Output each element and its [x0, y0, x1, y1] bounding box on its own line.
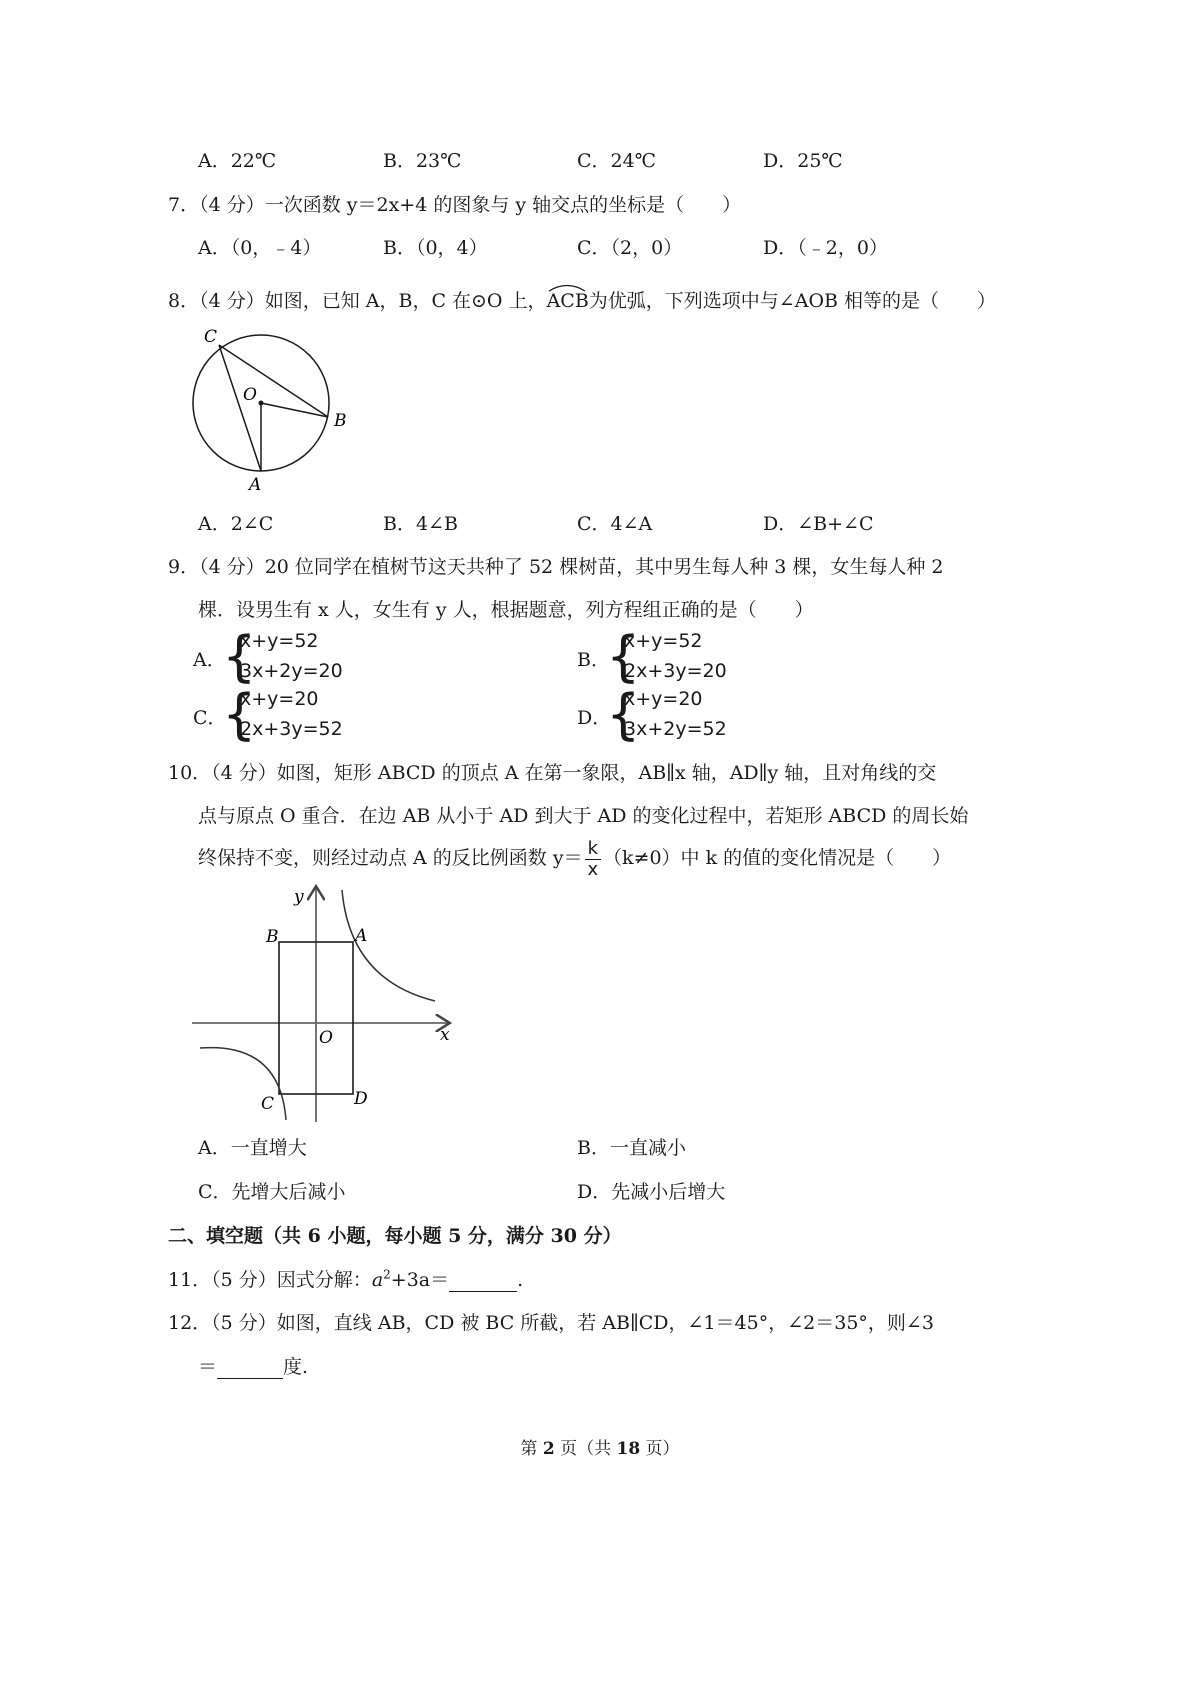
q12-line2-prefix: ＝	[198, 1356, 218, 1378]
brace-icon: {	[222, 683, 257, 746]
q7-question: 7．（4 分）一次函数 y＝2x+4 的图象与 y 轴交点的坐标是（ ）	[168, 194, 742, 216]
q7-option-a: A．（0，﹣4）	[198, 237, 322, 259]
brace-icon: {	[606, 625, 641, 688]
q12-question-line1: 12．（5 分）如图，直线 AB，CD 被 BC 所截，若 AB∥CD，∠1＝45°，∠2＝35°，则∠3	[168, 1312, 934, 1334]
q10-question-line1: 10．（4 分）如图，矩形 ABCD 的顶点 A 在第一象限，AB∥x 轴，AD∥y 轴，且对角线的交	[168, 762, 937, 784]
q11-exponent: 2	[383, 1267, 391, 1282]
footer-prefix: 第	[520, 1439, 543, 1459]
fraction-k-over-x	[585, 839, 601, 880]
label-d: D	[354, 1089, 368, 1109]
q11-base: a	[371, 1269, 384, 1291]
answer-blank[interactable]	[217, 1356, 283, 1379]
q8-option-c: C．4∠A	[577, 513, 653, 535]
q12-question-line2	[198, 1352, 308, 1379]
q10-coordinate-figure	[190, 880, 460, 1125]
q12-line2-suffix: 度.	[283, 1356, 309, 1378]
q6-option-a: A．22℃	[198, 150, 277, 172]
equation: 2x+3y=52	[240, 718, 343, 740]
q10-question-line2: 点与原点 O 重合．在边 AB 从小于 AD 到大于 AD 的变化过程中，若矩形 ABCD 的周长始	[198, 805, 969, 827]
page-number: 2	[542, 1439, 555, 1459]
label-b: B	[334, 411, 347, 431]
q11-end: .	[517, 1269, 524, 1291]
q11-prefix: 11．（5 分）因式分解：	[168, 1269, 372, 1291]
equation: 3x+2y=52	[624, 718, 727, 740]
q10-question-line3	[198, 836, 951, 880]
q6-option-d: D．25℃	[763, 150, 843, 172]
answer-blank[interactable]	[449, 1269, 517, 1292]
q8-question	[168, 286, 996, 313]
q10-line3-suffix: （k≠0）中 k 的值的变化情况是（ ）	[603, 847, 952, 869]
q11-question	[168, 1265, 523, 1292]
chord-ca	[219, 345, 261, 471]
q6-option-b: B．23℃	[383, 150, 462, 172]
q9-option-c-system	[240, 684, 343, 744]
fraction-denominator: x	[587, 858, 599, 880]
q8-text-prefix: 8．（4 分）如图，已知 A，B，C 在⊙O 上，	[168, 290, 547, 312]
q9-option-b-label: B．	[577, 649, 610, 671]
q7-option-d: D．（﹣2，0）	[763, 237, 888, 259]
q7-option-b: B．（0，4）	[383, 237, 488, 259]
footer-middle: 页（共	[554, 1439, 617, 1459]
fraction-numerator: k	[585, 839, 601, 860]
equation: x+y=20	[240, 688, 319, 710]
q8-option-b: B．4∠B	[383, 513, 458, 535]
q6-option-c: C．24℃	[577, 150, 656, 172]
footer-suffix: 页）	[640, 1439, 680, 1459]
q8-option-a: A．2∠C	[198, 513, 274, 535]
label-o: O	[243, 385, 257, 405]
total-pages: 18	[616, 1439, 641, 1459]
q8-option-d: D．∠B+∠C	[763, 513, 874, 535]
equation: 2x+3y=20	[624, 660, 727, 682]
equation: 3x+2y=20	[240, 660, 343, 682]
q10-option-d: D．先减小后增大	[577, 1181, 726, 1203]
label-x: x	[440, 1025, 450, 1045]
label-c: C	[261, 1094, 275, 1114]
brace-icon: {	[606, 683, 641, 746]
q9-question-line2: 棵．设男生有 x 人，女生有 y 人，根据题意，列方程组正确的是（ ）	[198, 599, 814, 621]
brace-icon: {	[222, 625, 257, 688]
q8-text-suffix: 为优弧，下列选项中与∠AOB 相等的是（ ）	[588, 290, 997, 312]
q10-option-c: C．先增大后减小	[198, 1181, 346, 1203]
label-a: A	[249, 475, 262, 495]
q9-question-line1: 9．（4 分）20 位同学在植树节这天共种了 52 棵树苗，其中男生每人种 3 棵，女生每人种 2	[168, 556, 944, 578]
q9-option-b-system	[624, 626, 727, 686]
q10-option-a: A．一直增大	[198, 1137, 307, 1159]
center-point	[259, 401, 264, 406]
label-a: A	[355, 926, 368, 946]
label-c: C	[204, 327, 218, 347]
equation: x+y=20	[624, 688, 703, 710]
equation: x+y=52	[240, 630, 319, 652]
label-o: O	[319, 1028, 333, 1048]
q8-circle-figure	[188, 322, 358, 497]
arc-symbol-icon	[547, 282, 587, 292]
page-footer	[0, 1434, 1200, 1459]
section-heading: 二、填空题（共 6 小题，每小题 5 分，满分 30 分）	[168, 1225, 622, 1247]
q9-option-c-label: C．	[193, 707, 227, 729]
q7-option-c: C．（2，0）	[577, 237, 683, 259]
q10-option-b: B．一直减小	[577, 1137, 686, 1159]
q10-line3-prefix: 终保持不变，则经过动点 A 的反比例函数 y＝	[198, 847, 583, 869]
q9-option-d-system	[624, 684, 727, 744]
q9-option-a-system	[240, 626, 343, 686]
q8-arc-label: ACB	[547, 290, 589, 312]
q9-option-a-label: A．	[193, 649, 226, 671]
equation: x+y=52	[624, 630, 703, 652]
label-y: y	[294, 887, 304, 907]
q9-option-d-label: D．	[577, 707, 612, 729]
label-b: B	[266, 927, 279, 947]
q11-rest: +3a＝	[390, 1269, 450, 1291]
